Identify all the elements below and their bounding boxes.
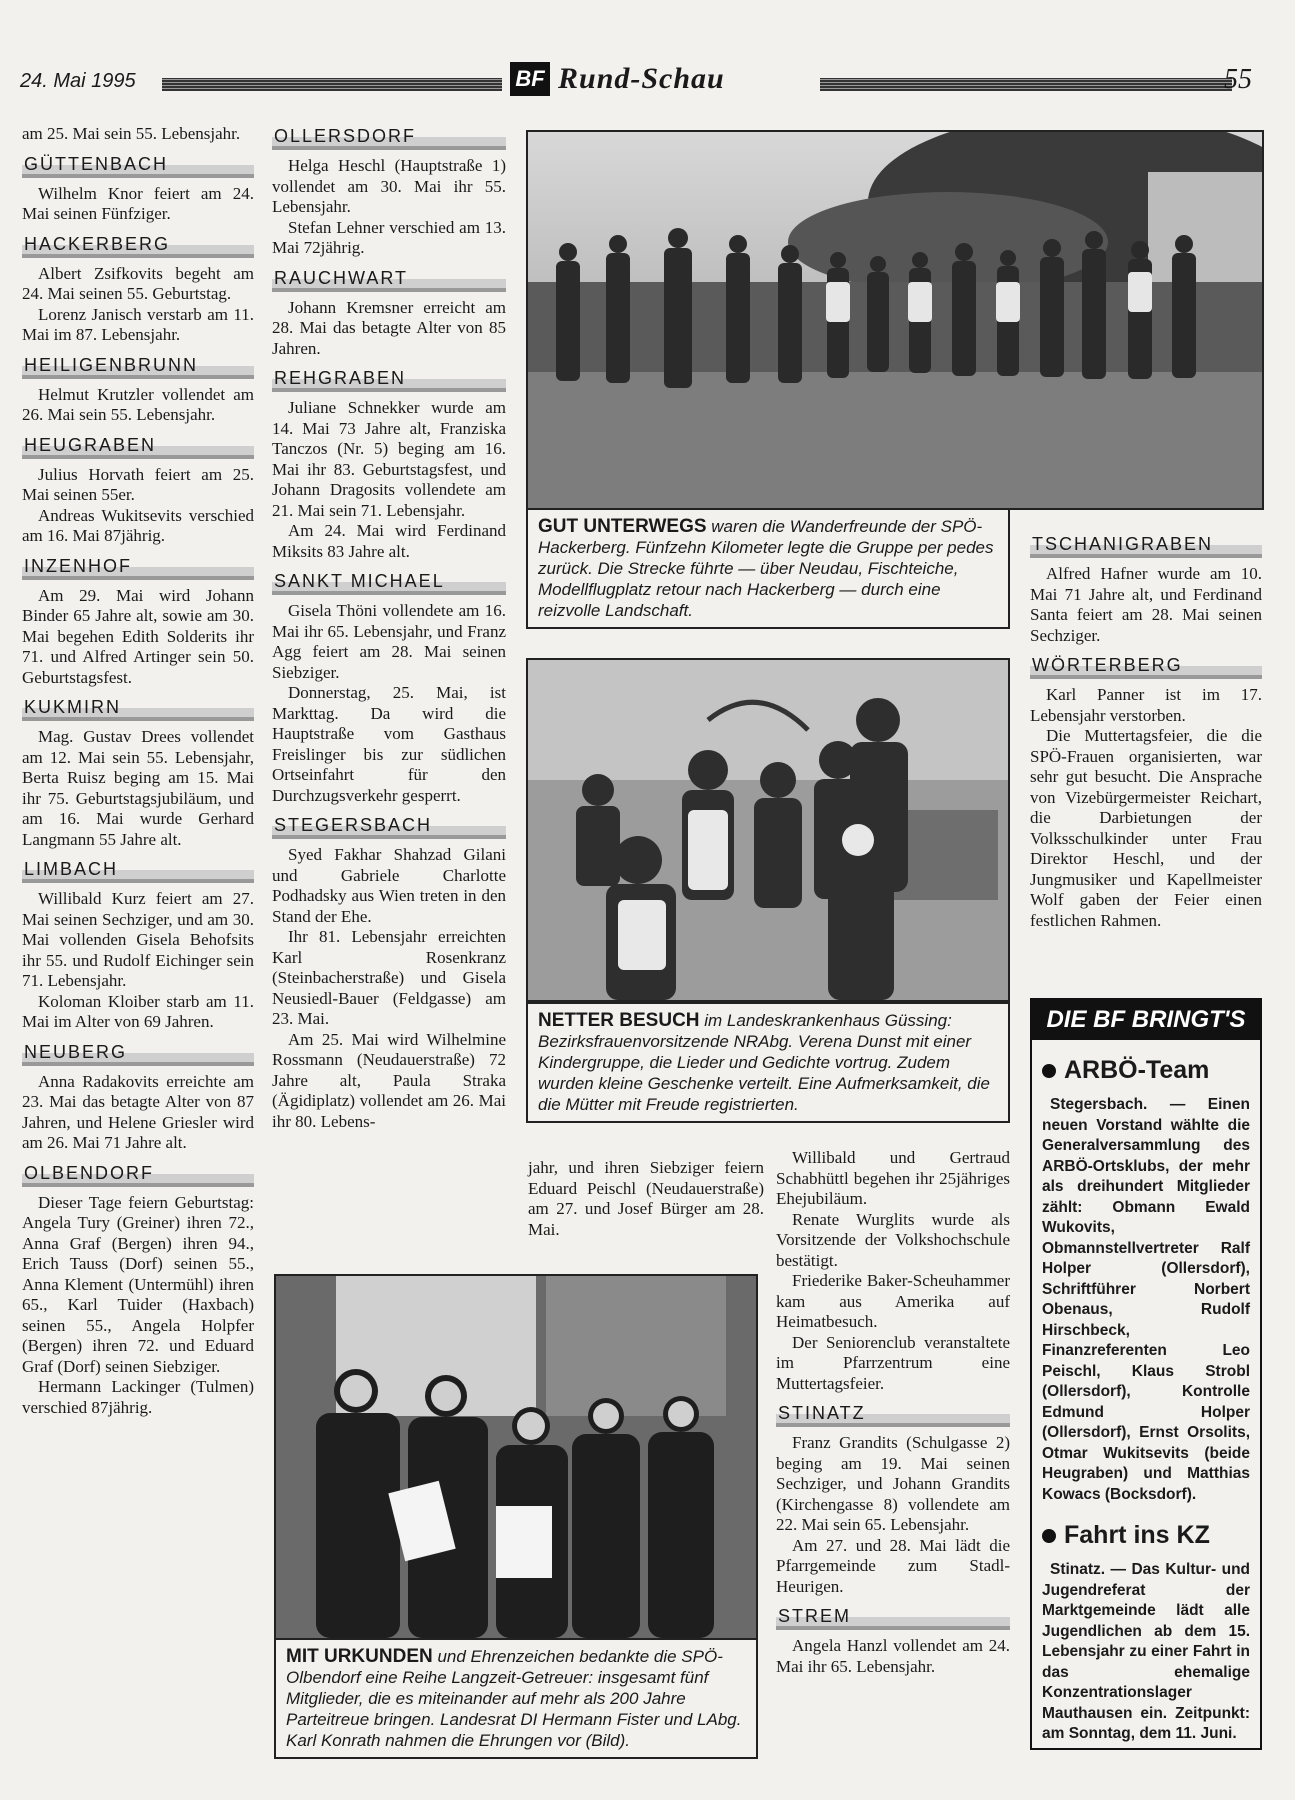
box-item-text: Stegersbach. — Einen neuen Vorstand wählte die Generalversammlung des ARBÖ-Ortsklubs, der mehr als dreihundert Mitglieder zählt: Obmann Ewald Wukovits, Obmannstellvertreter Ralf Holper (Ollersdorf), Schriftführer Norbert Obenaus, Rudolf Hirschbeck, Finanzreferenten Leo Peischl, Klaus Strobl (Ollersdorf), Kontrolle Edmund Holper (Ollersdorf), Ernst Orsolits, Otmar Wukitsevits (beide Heugraben) und Matthias Kowacs (Bocksdorf). (1042, 1096, 1250, 1503)
box-item-title (1042, 1056, 1260, 1085)
section-title: Rund-Schau (558, 62, 725, 95)
article-text: Syed Fakhar Shahzad Gilani und Gabriele Charlotte Podhadsky aus Wien treten in den Stand der Ehe. (272, 845, 506, 926)
section-heading: REHGRABEN (272, 368, 506, 392)
section-heading: GÜTTENBACH (22, 154, 254, 178)
section-heading: WÖRTERBERG (1030, 655, 1262, 679)
photo-caption (274, 1638, 758, 1759)
box-item-title-text: ARBÖ-Team (1064, 1056, 1210, 1084)
section-heading: HEUGRABEN (22, 435, 254, 459)
section-heading: SANKT MICHAEL (272, 571, 506, 595)
masthead-rule-left (162, 78, 502, 91)
section-heading: STEGERSBACH (272, 815, 506, 839)
article-text: Renate Wurglits wurde als Vorsitzende der Volkshochschule bestätigt. (776, 1209, 1010, 1270)
article-text: Helga Heschl (Hauptstraße 1) vollendet am 30. Mai ihr 55. Lebensjahr. (272, 156, 506, 216)
hospital-visit-image (528, 660, 1008, 1000)
masthead (20, 62, 1260, 98)
article-text: Ihr 81. Lebensjahr erreichten Karl Rosenkranz (Steinbacherstraße) und Gisela Neusiedl-Bauer (Feldgasse) am 23. Mai. (272, 927, 506, 1028)
article-text: Am 24. Mai wird Ferdinand Miksits 83 Jahre alt. (272, 521, 506, 561)
section-heading: STREM (776, 1606, 1010, 1630)
section-heading: NEUBERG (22, 1042, 254, 1066)
article-text: am 25. Mai sein 55. Lebensjahr. (22, 124, 241, 143)
article-text: Wilhelm Knor feiert am 24. Mai seinen Fünfziger. (22, 183, 254, 223)
box-item-title-text: Fahrt ins KZ (1064, 1521, 1210, 1549)
photo-caption (526, 508, 1010, 629)
article-text: Am 29. Mai wird Johann Binder 65 Jahre alt, sowie am 30. Mai begehen Edith Solderits ihr 71. und Alfred Artinger sein 50. Geburtstagsfest. (22, 585, 254, 687)
photo-hospital-visit (526, 658, 1010, 1002)
column-2 (272, 124, 506, 1132)
article-text: Juliane Schnekker wurde am 14. Mai 73 Jahre alt, Franziska Tanczos (Nr. 5) beging am 16. Mai ihr 83. Geburtstagsfest, und Johann Dragosits vollendete am 21. Mai sein 71. Lebensjahr. (272, 398, 506, 520)
issue-date: 24. Mai 1995 (20, 70, 136, 92)
article-text: Dieser Tage feiern Geburtstag: Angela Tury (Greiner) ihren 72., Anna Graf (Bergen) ihren 94., Erich Tauss (Dorf) seinen 55., Anna Klement (Untermühl) ihren 65., Karl Tuider (Haxbach) seinen 55., Angela Holpfer (Bergen) ihren 72. und Eduard Graf (Dorf) seinen Siebziger. (22, 1192, 254, 1376)
box-item-text: Stinatz. — Das Kultur- und Jugendreferat der Marktgemeinde lädt alle Jugendlichen ab dem 15. Lebensjahr zu einer Fahrt in das ehemalige Konzentrationslager Mauthausen ein. Zeitpunkt: am Sonntag, dem 11. Juni. (1042, 1561, 1250, 1742)
article-text: Koloman Kloiber starb am 11. Mai im Alter von 69 Jahren. (22, 991, 254, 1031)
caption-lead: MIT URKUNDEN (286, 1646, 433, 1667)
photo-hiking-group (526, 130, 1264, 510)
photo-caption (526, 1002, 1010, 1123)
article-text: Anna Radakovits erreichte am 23. Mai das betagte Alter von 87 Jahren, und Helene Griesler wird am 26. Mai 71 Jahre alt. (22, 1071, 254, 1152)
article-text: Stefan Lehner verschied am 13. Mai 72jährig. (272, 217, 506, 257)
caption-lead: NETTER BESUCH (538, 1010, 700, 1031)
section-heading: STINATZ (776, 1403, 1010, 1427)
certificates-image (276, 1276, 756, 1638)
article-text: Helmut Krutzler vollendet am 26. Mai sein 55. Lebensjahr. (22, 384, 254, 424)
column-4 (528, 1158, 764, 1240)
section-heading: HEILIGENBRUNN (22, 355, 254, 379)
section-heading: HACKERBERG (22, 234, 254, 258)
article-text: Angela Hanzl vollendet am 24. Mai ihr 65. Lebensjahr. (776, 1636, 1010, 1676)
column-1 (22, 124, 254, 1418)
box-item-title (1042, 1521, 1260, 1550)
article-text: Gisela Thöni vollendete am 16. Mai ihr 65. Lebensjahr, und Franz Agg feiert am 28. Mai seinen Siebziger. (272, 601, 506, 682)
article-text: Willibald Kurz feiert am 27. Mai seinen Sechziger, und am 30. Mai vollenden Gisela Behofsits ihr 55. und Rudolf Eichinger sein 71. Lebensjahr. (22, 889, 254, 990)
caption-text: im Landeskrankenhaus Güssing: Bezirksfrauenvorsitzende NRAbg. Verena Dunst mit einer Kindergruppe, die Lieder und Gedichte vortrug. Zudem wurden kleine Geschenke verteilt. Eine Aufmerksamkeit, die die Mütter mit Freude registrierten. (538, 1011, 990, 1114)
article-text: Franz Grandits (Schulgasse 2) beging am 19. Mai seinen Sechziger, und Johann Grandits (Kirchengasse 8) vollendete am 22. Mai sein 65. Lebensjahr. (776, 1433, 1010, 1534)
column-5 (776, 1148, 1010, 1677)
article-text: Karl Panner ist im 17. Lebensjahr verstorben. (1030, 685, 1262, 725)
box-heading: DIE BF BRINGT'S (1032, 1000, 1260, 1040)
article-text: Donnerstag, 25. Mai, ist Markttag. Da wird die Hauptstraße vom Gasthaus Freislinger bis zur südlichen Ortseinfahrt für den Durchzugsverkehr gesperrt. (272, 683, 506, 805)
caption-lead: GUT UNTERWEGS (538, 516, 707, 537)
section-heading: KUKMIRN (22, 697, 254, 721)
article-text: Friederike Baker-Scheuhammer kam aus Amerika auf Heimatbesuch. (776, 1271, 1010, 1331)
article-text: Mag. Gustav Drees vollendet am 12. Mai sein 55. Lebensjahr, Berta Ruisz beging am 15. Mai ihr 75. Geburtstagsjubiläum, und am 16. Mai wurde Gerhard Langmann 55 Jahre alt. (22, 727, 254, 849)
section-heading: OLLERSDORF (272, 126, 506, 150)
article-text: Julius Horvath feiert am 25. Mai seinen 55er. (22, 464, 254, 504)
article-text: Am 25. Mai wird Wilhelmine Rossmann (Neudauerstraße) 72 Jahre alt, Paula Straka (Ägidiplatz) vollendet am 26. Mai ihr 80. Lebens- (272, 1029, 506, 1131)
article-text: Willibald und Gertraud Schabhüttl begehen ihr 25jähriges Ehejubiläum. (776, 1148, 1010, 1208)
article-text: Lorenz Janisch verstarb am 11. Mai im 87. Lebensjahr. (22, 304, 254, 344)
bullet-icon (1042, 1064, 1056, 1078)
article-text: Hermann Lackinger (Tulmen) verschied 87jährig. (22, 1377, 254, 1417)
bf-bringts-box (1030, 998, 1262, 1750)
photo-certificates (274, 1274, 758, 1640)
article-text: Der Seniorenclub veranstaltete im Pfarrzentrum eine Muttertagsfeier. (776, 1332, 1010, 1393)
hiking-group-image (528, 132, 1262, 508)
section-heading: OLBENDORF (22, 1163, 254, 1187)
section-heading: TSCHANIGRABEN (1030, 534, 1262, 558)
article-text: Albert Zsifkovits begeht am 24. Mai seinen 55. Geburtstag. (22, 263, 254, 303)
section-heading: INZENHOF (22, 556, 254, 580)
bullet-icon (1042, 1529, 1056, 1543)
column-3 (1030, 532, 1262, 931)
caption-text: und Ehrenzeichen bedankte die SPÖ-Olbendorf eine Reihe Langzeit-Getreuer: insgesamt fünf Mitglieder, die es miteinander auf mehr als 200 Jahre Parteitreue bringen. Landesrat DI Hermann Fister und LAbg. Karl Konrath nahmen die Ehrungen vor (Bild). (286, 1647, 742, 1750)
page-number: 55 (1224, 64, 1252, 95)
article-text: jahr, und ihren Siebziger feiern Eduard Peischl (Neudauerstraße) am 27. und Josef Bürger am 28. Mai. (528, 1158, 764, 1239)
article-text: Die Muttertagsfeier, die die SPÖ-Frauen organisierten, war sehr gut besucht. Die Ansprache von Vizebürgermeister Reichart, die Darbietungen der Volksschulkinder unter Frau Direktor Heschl, und der Jungmusiker und Kapellmeister Wolf gaben der Feier einen festlichen Rahmen. (1030, 726, 1262, 930)
article-text: Alfred Hafner wurde am 10. Mai 71 Jahre alt, und Ferdinand Santa feiert am 28. Mai seinen Sechziger. (1030, 564, 1262, 645)
section-heading: LIMBACH (22, 859, 254, 883)
section-heading: RAUCHWART (272, 268, 506, 292)
article-text: Johann Kremsner erreicht am 28. Mai das betagte Alter von 85 Jahren. (272, 297, 506, 358)
article-text: Am 27. und 28. Mai lädt die Pfarrgemeinde zum Stadl-Heurigen. (776, 1535, 1010, 1596)
bf-logo: BF (510, 62, 550, 96)
masthead-rule-right (820, 78, 1232, 91)
caption-text: waren die Wanderfreunde der SPÖ-Hackerberg. Fünfzehn Kilometer legte die Gruppe per pedes zurück. Die Strecke führte — über Neudau, Fischteiche, Modellflugplatz retour nach Hackerberg — durch eine reizvolle Landschaft. (538, 517, 994, 620)
article-text: Andreas Wukitsevits verschied am 16. Mai 87jährig. (22, 505, 254, 545)
